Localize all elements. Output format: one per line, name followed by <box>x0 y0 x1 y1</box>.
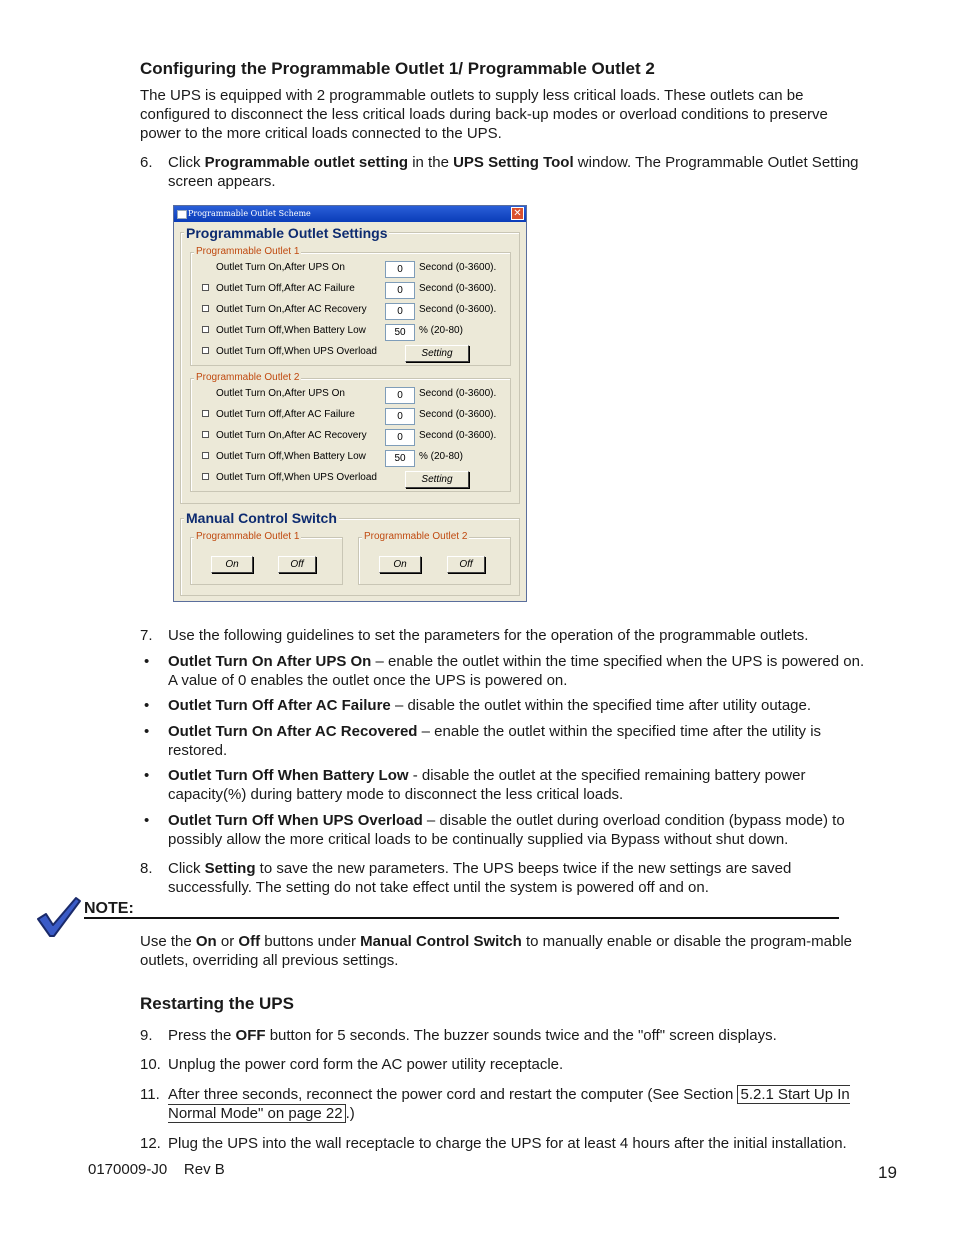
step-number: 8. <box>140 860 153 877</box>
manual-outlet1-off-button[interactable]: Off <box>278 556 316 573</box>
step-number: 6. <box>140 154 153 171</box>
note-label: NOTE: <box>84 900 134 917</box>
close-icon[interactable]: ✕ <box>511 207 524 220</box>
manual-outlet2-off-button[interactable]: Off <box>447 556 485 573</box>
page-number: 19 <box>878 1163 897 1182</box>
outlet2-row3-unit: Second (0-3600). <box>419 430 497 441</box>
outlet1-row5-label: Outlet Turn Off,When UPS Overload <box>216 346 377 357</box>
step-number: 12. <box>140 1135 161 1152</box>
outlet2-row2-unit: Second (0-3600). <box>419 409 497 420</box>
outlet1-row1-input[interactable]: 0 <box>385 261 415 278</box>
step-11-text: After three seconds, reconnect the power cord and restart the computer (See Section 5.2.1 Start Up In Normal Mode" on page 22 .) <box>168 1086 850 1122</box>
outlet2-row5-label: Outlet Turn Off,When UPS Overload <box>216 472 377 483</box>
outlet2-row2-input[interactable]: 0 <box>385 408 415 425</box>
bullet-item: Outlet Turn Off After AC Failure – disable the outlet within the specified time after utility outage. <box>168 697 812 714</box>
bullet-marker: • <box>144 653 150 670</box>
bullet-marker: • <box>144 697 150 714</box>
outlet2-row2-label: Outlet Turn Off,After AC Failure <box>216 409 355 420</box>
outlet1-title: Programmable Outlet 1 <box>196 246 300 257</box>
manual-outlet2-on-button[interactable]: On <box>379 556 421 573</box>
outlet2-row4-checkbox[interactable] <box>202 452 209 459</box>
step-number: 7. <box>140 627 153 644</box>
section-heading: Configuring the Programmable Outlet 1/ Programmable Outlet 2 <box>140 59 655 78</box>
programmable-outlet-dialog <box>173 205 527 602</box>
manual-outlet1-on-button[interactable]: On <box>211 556 253 573</box>
outlet2-row2-checkbox[interactable] <box>202 410 209 417</box>
outlet2-row3-label: Outlet Turn On,After AC Recovery <box>216 430 367 441</box>
section-link[interactable]: 5.2.1 Start Up In Normal Mode" on page 22 <box>168 1086 850 1122</box>
outlet1-row3-label: Outlet Turn On,After AC Recovery <box>216 304 367 315</box>
outlet2-setting-button[interactable]: Setting <box>405 471 469 488</box>
outlet1-row3-input[interactable]: 0 <box>385 303 415 320</box>
manual-outlet2-title: Programmable Outlet 2 <box>364 531 468 542</box>
step-8-text: Click Setting to save the new parameters. The UPS beeps twice if the new settings are saved successfully. The setting do not take effect until the system is powered off and on. <box>168 860 792 896</box>
outlet1-row4-checkbox[interactable] <box>202 326 209 333</box>
outlet1-row2-label: Outlet Turn Off,After AC Failure <box>216 283 355 294</box>
app-icon <box>177 210 187 219</box>
note-text: Use the On or Off buttons under Manual Control Switch to manually enable or disable the program-mable outlets, overriding all previous settings. <box>140 933 853 969</box>
section-heading: Restarting the UPS <box>140 994 294 1013</box>
outlet2-row1-input[interactable]: 0 <box>385 387 415 404</box>
dialog-title: Programmable Outlet Scheme <box>188 209 311 218</box>
bullet-item: Outlet Turn Off When UPS Overload – disable the outlet during overload condition (bypass mode) to possibly allow the more critical loads to be continually supplied via Bypass without shut down. <box>168 812 845 848</box>
outlet2-row3-checkbox[interactable] <box>202 431 209 438</box>
outlet1-row2-unit: Second (0-3600). <box>419 283 497 294</box>
checkmark-icon <box>36 895 82 939</box>
outlet2-row5-checkbox[interactable] <box>202 473 209 480</box>
step-number: 10. <box>140 1056 161 1073</box>
outlet1-row2-input[interactable]: 0 <box>385 282 415 299</box>
outlet1-row4-input[interactable]: 50 <box>385 324 415 341</box>
step-12-text: Plug the UPS into the wall receptacle to charge the UPS for at least 4 hours after the initial installation. <box>168 1135 847 1152</box>
outlet1-row1-unit: Second (0-3600). <box>419 262 497 273</box>
step-9-text: Press the OFF button for 5 seconds. The buzzer sounds twice and the "off" screen displays. <box>168 1027 777 1044</box>
outlet1-row2-checkbox[interactable] <box>202 284 209 291</box>
step-6-text: Click Programmable outlet setting in the UPS Setting Tool window. The Programmable Outlet Setting screen appears. <box>168 154 859 190</box>
outlet2-row1-unit: Second (0-3600). <box>419 388 497 399</box>
outlet1-row4-unit: % (20-80) <box>419 325 463 336</box>
manual-control-title: Manual Control Switch <box>186 510 337 526</box>
document-id: 0170009-J0 Rev B <box>88 1161 225 1178</box>
bullet-item: Outlet Turn On After UPS On – enable the outlet within the time specified when the UPS is powered on. A value of 0 enables the outlet once the UPS is powered on. <box>168 653 865 689</box>
step-number: 9. <box>140 1027 153 1044</box>
outlet1-setting-button[interactable]: Setting <box>405 345 469 362</box>
intro-paragraph: The UPS is equipped with 2 programmable outlets to supply less critical loads. These outlets can be configured to disconnect the less critical loads during back-up modes or overload conditions to preserve power to the more critical loads connected to the UPS. <box>140 87 828 142</box>
outlet2-row4-label: Outlet Turn Off,When Battery Low <box>216 451 366 462</box>
manual-outlet1-title: Programmable Outlet 1 <box>196 531 300 542</box>
bullet-marker: • <box>144 723 150 740</box>
step-10-text: Unplug the power cord form the AC power utility receptacle. <box>168 1056 564 1073</box>
note-divider <box>84 917 839 919</box>
outlet1-row3-unit: Second (0-3600). <box>419 304 497 315</box>
outlet2-row4-unit: % (20-80) <box>419 451 463 462</box>
outlet2-row4-input[interactable]: 50 <box>385 450 415 467</box>
outlet1-row1-label: Outlet Turn On,After UPS On <box>216 262 345 273</box>
outlet1-row3-checkbox[interactable] <box>202 305 209 312</box>
outlet2-row3-input[interactable]: 0 <box>385 429 415 446</box>
step-number: 11. <box>140 1086 160 1103</box>
outlet2-row1-label: Outlet Turn On,After UPS On <box>216 388 345 399</box>
dialog-title-bar <box>174 206 526 222</box>
bullet-item: Outlet Turn Off When Battery Low - disable the outlet at the specified remaining battery power capacity(%) during battery mode to disconnect the less critical loads. <box>168 767 806 803</box>
bullet-marker: • <box>144 812 150 829</box>
bullet-item: Outlet Turn On After AC Recovered – enable the outlet within the specified time after the utility is restored. <box>168 723 822 759</box>
bullet-marker: • <box>144 767 150 784</box>
outlet2-title: Programmable Outlet 2 <box>196 372 300 383</box>
step-7-text: Use the following guidelines to set the parameters for the operation of the programmable outlets. <box>168 627 809 644</box>
outlet1-row5-checkbox[interactable] <box>202 347 209 354</box>
outlet1-row4-label: Outlet Turn Off,When Battery Low <box>216 325 366 336</box>
settings-group-title: Programmable Outlet Settings <box>186 225 388 241</box>
